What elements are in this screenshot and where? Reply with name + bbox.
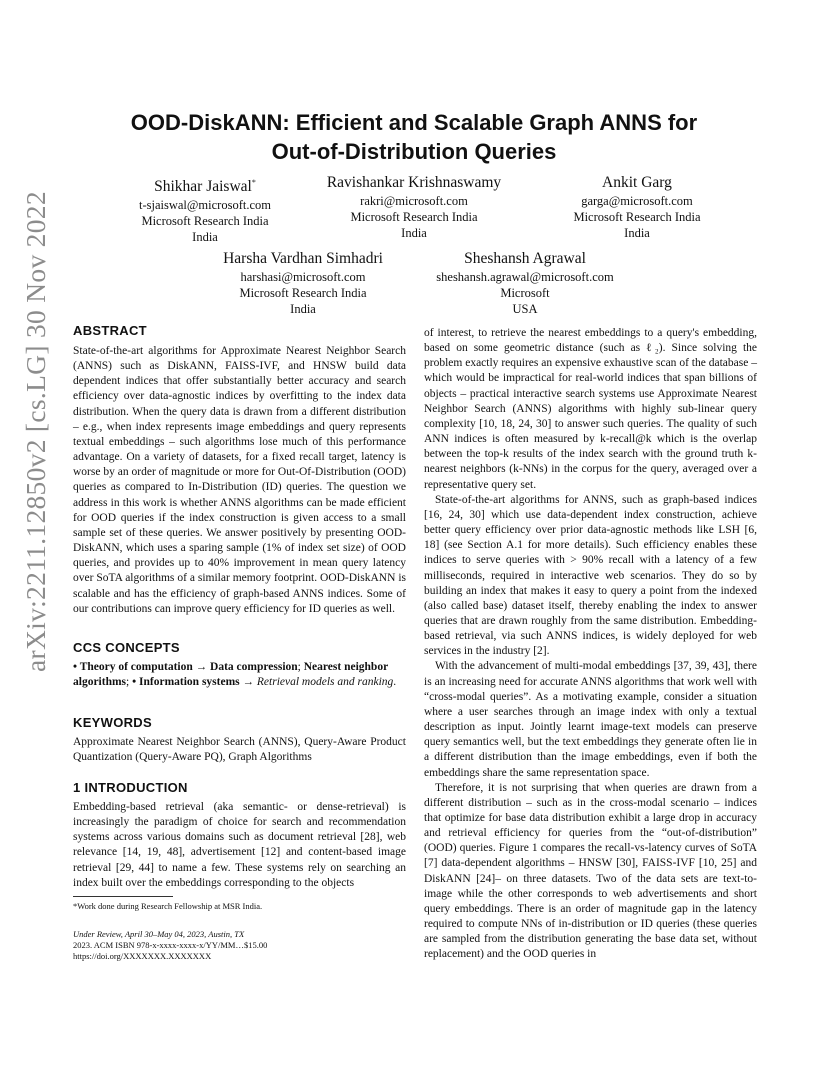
keywords-section (73, 715, 406, 765)
author-country: India (401, 226, 427, 240)
intro-paragraph-2: State-of-the-art algorithms for ANNS, such as graph-based indices [16, 24, 30] which use data-dependent index construction, achieve better query efficiency over prior data-agnostic methods like LSH [6, 18] (see Section A.1 for more details). Such efficiency enables these indices to serve queries with > 90% recall with a latency of a few milliseconds, required in interactive web scenarios. They do so by building an index that makes it easy to query a point from the indexed (also called base) dataset itself, thereby enabling the index to answer queries that are drawn roughly from the same distribution. Embedding-based retrieval, via such ANNS indices, is widely deployed for web services in the industry [2]. (424, 493, 757, 658)
ccs-term: Data compression (210, 661, 298, 673)
intro-paragraph-1: of interest, to retrieve the nearest embeddings to a query's embedding, based on some geometric distance (such as ℓ₂). Since solving the problem exactly requires an expensive exhaustive scan of the database – which would be impractical for real-world indices that span billions of objects – practical interactive search systems use Approximate Nearest Neighbor Search (ANNS) algorithms with highly sub-linear query complexity [10, 18, 24, 30] to answer such queries. The quality of such ANN indices is often measured by k-recall@k which is the overlap between the top-k results of the index search with the ground truth k-nearest neighbors (k-NNs) in the corpus for the query, averaged over a representative query set. (424, 327, 757, 491)
author-country: India (192, 230, 218, 245)
venue-line: Under Review, April 30–May 04, 2023, Austin, TX (73, 929, 245, 939)
footnote-divider (73, 896, 173, 897)
title-line-2: Out-of-Distribution Queries (271, 139, 557, 164)
author-block (90, 173, 320, 245)
ccs-term: Retrieval models and ranking (256, 676, 394, 689)
author-name: Sheshansh Agrawal (464, 250, 586, 267)
author-org: Microsoft Research India (239, 286, 367, 300)
author-email: sheshansh.agrawal@microsoft.com (436, 270, 614, 284)
author-email: harshasi@microsoft.com (240, 270, 366, 284)
author-email: t-sjaiswal@microsoft.com (139, 198, 271, 213)
doi-link[interactable]: https://doi.org/XXXXXXX.XXXXXXX (73, 951, 212, 962)
author-block (410, 249, 640, 317)
author-name: Shikhar Jaiswal* (154, 178, 256, 196)
author-org: Microsoft Research India (141, 214, 269, 229)
footnote-mark: * (251, 178, 256, 187)
footnote: *Work done during Research Fellowship at MSR India. (73, 901, 263, 911)
keywords-text: Approximate Nearest Neighbor Search (ANNS), Query-Aware Product Quantization (Query-Aware PQ), Graph Algorithms (73, 736, 406, 764)
ccs-bullet-1: • Theory of computation (73, 661, 193, 673)
author-email: rakri@microsoft.com (360, 194, 468, 208)
abstract-text: State-of-the-art algorithms for Approximate Nearest Neighbor Search (ANNS) such as DiskANN, FAISS-IVF, and HNSW build data dependent indices that offer substantially better accuracy and search efficiency over data-agnostic indices by overfitting to the index data distribution. When the query data is drawn from a different distribution – e.g., when index represents image embeddings and query represents textual embeddings – such algorithms lose much of this performance advantage. On a variety of datasets, for a fixed recall target, latency is worse by an order of magnitude or more for Out-Of-Distribution (OOD) queries as compared to In-Distribution (ID) queries. The question we address in this work is whether ANNS algorithms can be made efficient for OOD queries if the index construction is given access to a small sample set of these queries. We answer positively by presenting OOD-DiskANN, which uses a sparing sample (1% of index set size) of OOD queries, and provides up to 40% improvement in mean query latency over SoTA algorithms of a similar memory footprint. OOD-DiskANN is scalable and has the efficiency of graph-based ANNS indices. Some of our contributions can improve query efficiency for ID queries as well. (73, 345, 406, 615)
arxiv-stamp-text: arXiv:2211.12850v2 [cs.LG] 30 Nov 2022 (20, 191, 51, 672)
paper-title (74, 108, 754, 166)
title-line-1: OOD-DiskANN: Efficient and Scalable Graph ANNS for (130, 110, 698, 135)
copyright-line: 2023. ACM ISBN 978-x-xxxx-xxxx-x/YY/MM…$15.00 (73, 940, 268, 951)
author-name: Harsha Vardhan Simhadri (223, 250, 383, 267)
ccs-section (73, 640, 406, 690)
ccs-text: • Theory of computation → Data compression; Nearest neighbor algorithms; • Information systems → Retrieval models and ranking. (73, 661, 397, 689)
author-org: Microsoft (500, 286, 550, 300)
author-name: Ravishankar Krishnaswamy (326, 174, 502, 191)
author-block (522, 173, 752, 241)
ccs-heading: CCS CONCEPTS (73, 640, 180, 655)
author-country: USA (512, 302, 538, 316)
introduction-section (73, 780, 406, 891)
author-country: India (624, 226, 650, 240)
intro-paragraph-4: Therefore, it is not surprising that when queries are drawn from a different distribution – such as in the cross-modal scenario – indices that optimize for base data distribution exhibit a large drop in accuracy and retrieval efficiency for queries from the “out-of-distribution” (OOD) queries. Figure 1 compares the recall-vs-latency curves of SoTA [7] data-dependent algorithms – HNSW [30], FAISS-IVF [10, 25] and DiskANN [24]– on three datasets. Two of the data sets are text-to-image while the other corresponds to web advertisements and short query embeddings. There is an order of magnitude gap in the latency required to compute NNs of in-distribution or ID queries (these queries are sampled from the distribution generating the base data set, without replacement) and the OOD queries in (424, 781, 757, 961)
introduction-heading: 1 INTRODUCTION (73, 780, 188, 795)
author-email: garga@microsoft.com (581, 194, 693, 208)
introduction-text: Embedding-based retrieval (aka semantic- or dense-retrieval) is increasingly the paradigm of choice for search and recommendation systems across various domains such as document retrieval [28], web relevance [14, 19, 48], advertisement [12] and content-based image retrieval [29, 44] to name a few. These systems rely on searching an index built over the embeddings corresponding to the objects (73, 801, 406, 889)
author-org: Microsoft Research India (573, 210, 701, 224)
author-country: India (290, 302, 316, 316)
abstract-heading: ABSTRACT (73, 323, 147, 338)
publication-info (73, 929, 406, 963)
right-column (424, 326, 757, 963)
abstract-section (73, 323, 406, 617)
author-block (188, 249, 418, 317)
ccs-term: Nearest neighbor algorithms (73, 661, 388, 689)
intro-paragraph-3: With the advancement of multi-modal embeddings [37, 39, 43], there is an increasing need for accurate ANNS algorithms that work well with “cross-modal queries”. As a motivating example, consider a situation where a user searches through an image index with only a textual description as input. Jointly learnt image-text models can preserve query semantics well, but the text embeddings they generate often lie in a different distribution than the image embeddings, even if both the embeddings share the same representation space. (424, 660, 757, 779)
keywords-heading: KEYWORDS (73, 715, 152, 730)
author-block (299, 173, 529, 241)
author-name: Ankit Garg (602, 174, 672, 191)
ccs-bullet-2: • Information systems (132, 676, 240, 689)
author-org: Microsoft Research India (350, 210, 478, 224)
